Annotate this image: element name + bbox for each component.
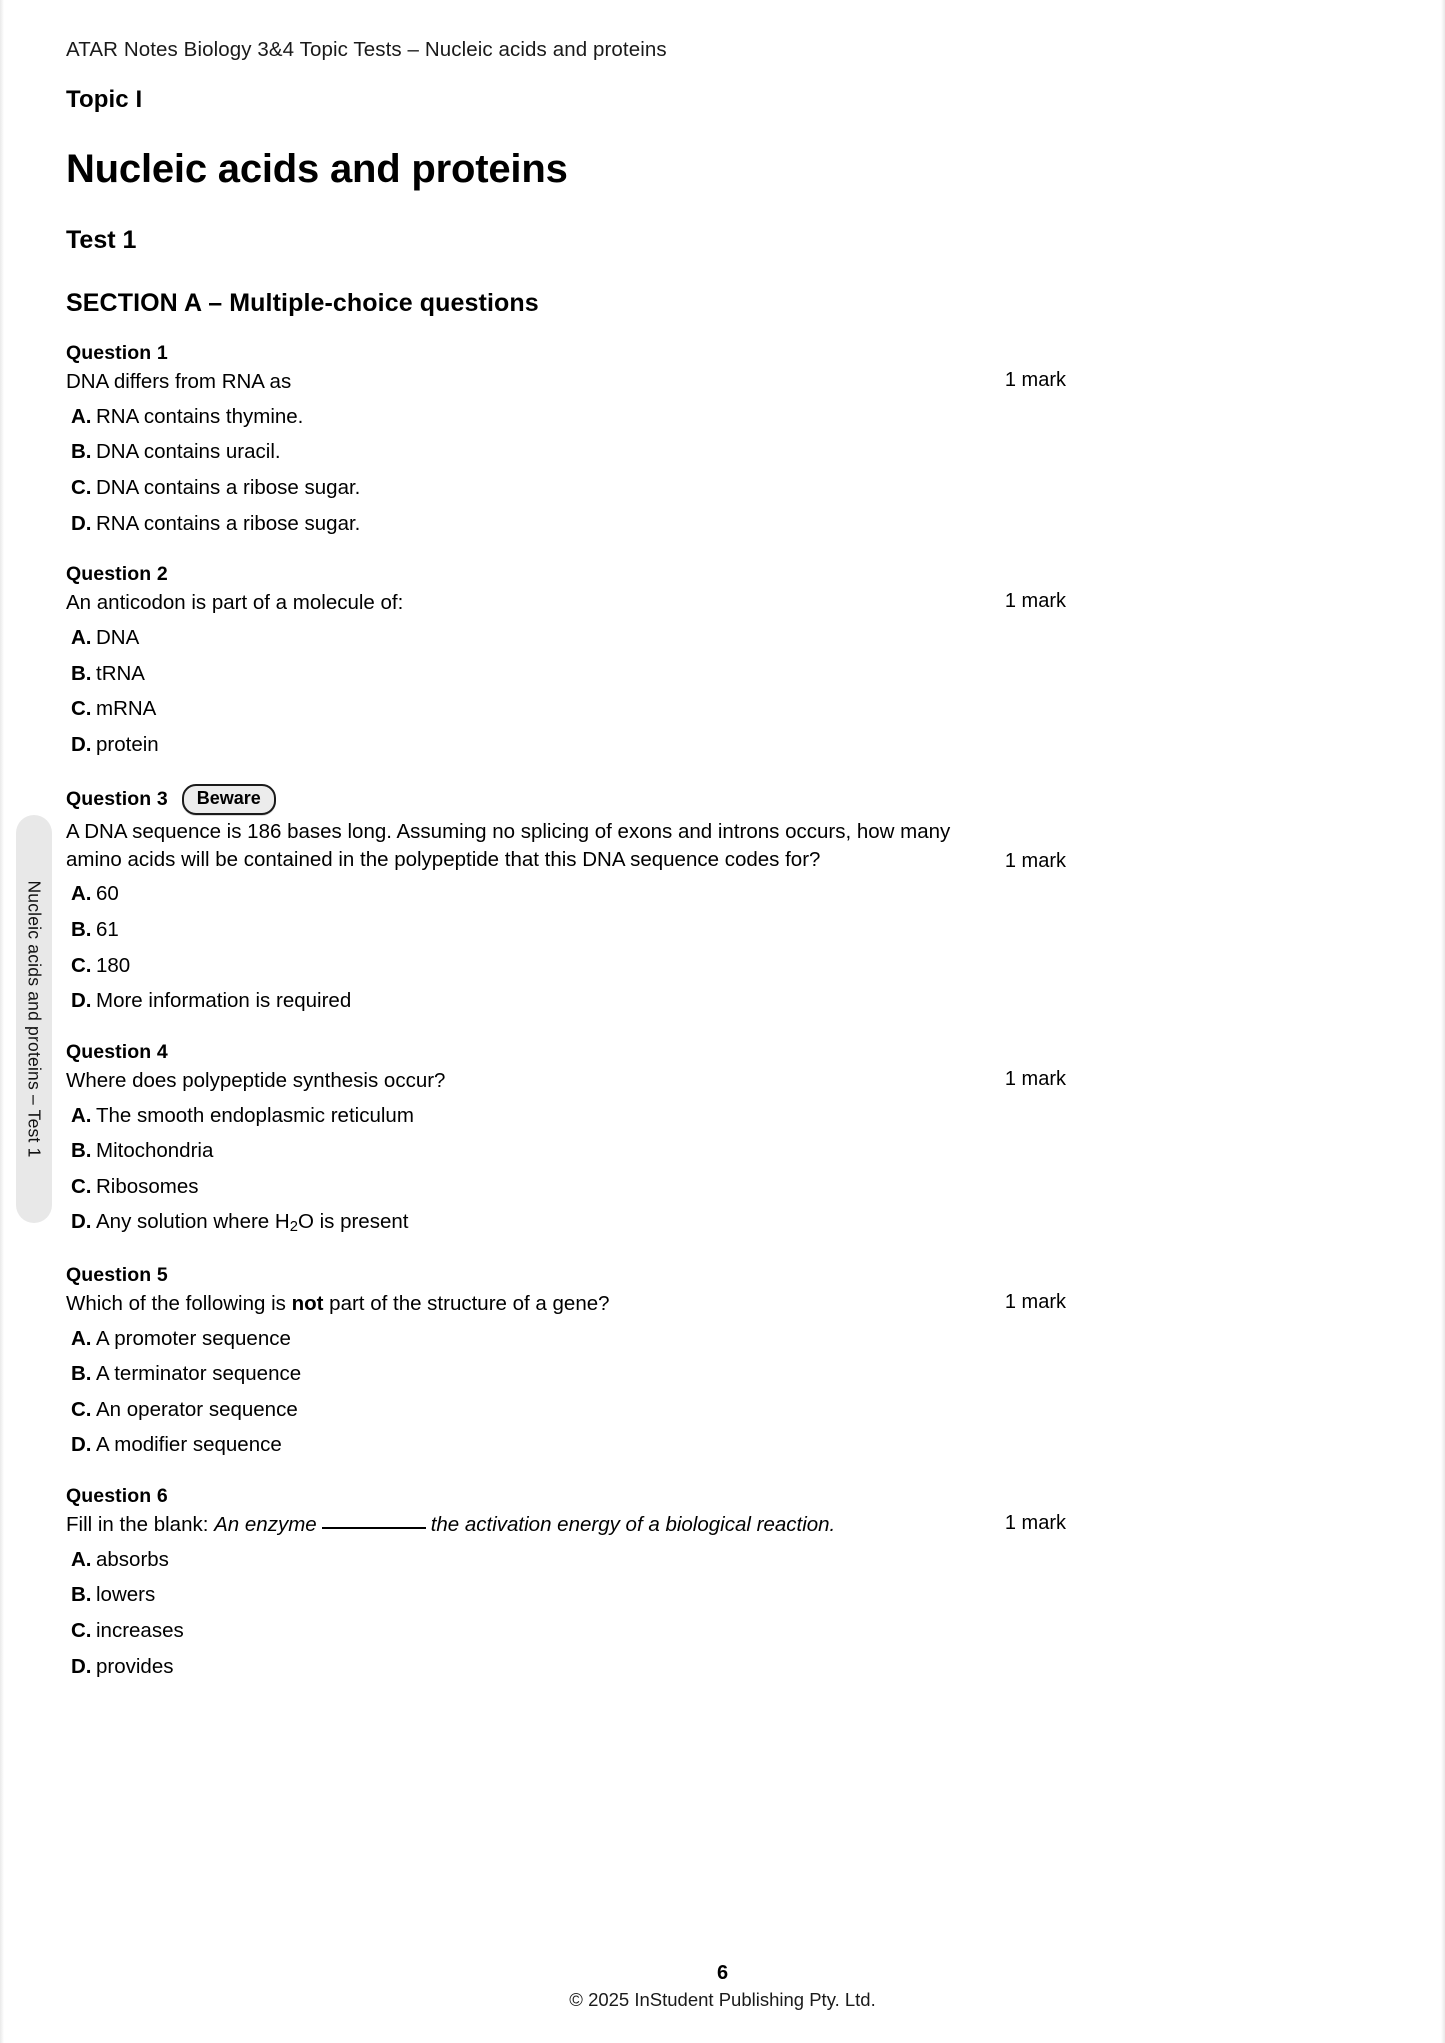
- option-letter: C.: [71, 953, 92, 977]
- stem-emphasis-not: not: [291, 1291, 324, 1315]
- option-text: 60: [96, 882, 119, 906]
- question-block: [66, 1264, 1066, 1459]
- question-block: [66, 563, 1066, 758]
- option-text: mRNA: [96, 697, 157, 721]
- question-stem: DNA differs from RNA as: [66, 370, 292, 393]
- question-stem-row: [66, 818, 1066, 873]
- option-item[interactable]: [66, 988, 1066, 1015]
- question-header: [66, 1041, 1066, 1064]
- option-letter: B.: [71, 1583, 92, 1607]
- option-letter: D.: [71, 989, 92, 1013]
- page-number: 6: [716, 1962, 729, 1984]
- question-stem-line-2: will be contained in the polypeptide that this DNA sequence codes for?: [181, 847, 821, 871]
- option-item[interactable]: [66, 1654, 1066, 1681]
- option-item[interactable]: [66, 696, 1066, 723]
- option-letter: A.: [71, 1326, 92, 1350]
- option-letter: D.: [71, 511, 92, 535]
- option-text: Mitochondria: [96, 1139, 214, 1163]
- side-tab: [16, 815, 52, 1223]
- option-item[interactable]: [66, 917, 1066, 944]
- option-text: protein: [96, 732, 159, 756]
- question-number: Question 3: [66, 788, 168, 811]
- question-number: Question 4: [66, 1040, 168, 1063]
- option-text: RNA contains a ribose sugar.: [96, 511, 361, 535]
- test-label: Test 1: [66, 226, 137, 254]
- blank-rule: [322, 1527, 426, 1529]
- stem-italic-second: the activation energy of a biological reaction.: [430, 1513, 836, 1537]
- question-block: [66, 784, 1066, 1014]
- option-item[interactable]: [66, 1547, 1066, 1574]
- option-item[interactable]: [66, 1138, 1066, 1165]
- option-text: 180: [96, 953, 131, 977]
- options-list: [66, 881, 1066, 1015]
- stem-part-after: part of the structure of a gene?: [323, 1291, 610, 1315]
- option-letter: D.: [71, 732, 92, 756]
- option-item[interactable]: [66, 625, 1066, 652]
- option-text: provides: [96, 1654, 174, 1678]
- option-text: A promoter sequence: [96, 1326, 291, 1350]
- beware-badge: Beware: [182, 784, 276, 815]
- question-number: Question 2: [66, 563, 168, 586]
- question-stem-row: [66, 589, 1066, 617]
- option-text: Ribosomes: [96, 1174, 199, 1198]
- option-item[interactable]: [66, 1582, 1066, 1609]
- stem-part-before: Which of the following is: [66, 1291, 292, 1315]
- option-letter: C.: [71, 1174, 92, 1198]
- copyright-notice: © 2025 InStudent Publishing Pty. Ltd.: [569, 1989, 876, 2010]
- option-item[interactable]: [66, 1397, 1066, 1424]
- question-stem-row: [66, 1290, 1066, 1318]
- option-letter: D.: [71, 1210, 92, 1234]
- question-marks: 1 mark: [1004, 1067, 1066, 1090]
- option-letter: D.: [71, 1654, 92, 1678]
- options-list: [66, 1326, 1066, 1460]
- question-stem: Where does polypeptide synthesis occur?: [66, 1068, 446, 1092]
- option-letter: C.: [71, 1619, 92, 1643]
- option-text: RNA contains thymine.: [96, 404, 304, 428]
- option-item[interactable]: [66, 1326, 1066, 1353]
- page-footer: [0, 1962, 1445, 2011]
- topic-label: Topic I: [66, 86, 143, 113]
- question-header: [66, 784, 1066, 815]
- question-stem-row: [66, 1511, 1066, 1539]
- option-item[interactable]: [66, 1103, 1066, 1130]
- page-edge-left: [0, 0, 4, 2043]
- option-letter: C.: [71, 475, 92, 499]
- question-marks: 1 mark: [1004, 1512, 1066, 1535]
- question-marks: 1 mark: [1004, 850, 1066, 873]
- question-header: [66, 563, 1066, 586]
- option-text: More information is required: [96, 989, 352, 1013]
- question-header: [66, 1485, 1066, 1508]
- option-letter: B.: [71, 1139, 92, 1163]
- question-block: [66, 1041, 1066, 1238]
- option-item[interactable]: [66, 881, 1066, 908]
- option-text: DNA: [96, 625, 140, 649]
- option-letter: C.: [71, 1397, 92, 1421]
- page-edge-right: [1441, 0, 1445, 2043]
- option-letter: B.: [71, 661, 92, 685]
- option-item[interactable]: [66, 475, 1066, 502]
- option-text: increases: [96, 1619, 184, 1643]
- option-item[interactable]: [66, 1618, 1066, 1645]
- option-text: The smooth endoplasmic reticulum: [96, 1103, 414, 1127]
- option-letter: A.: [71, 882, 92, 906]
- option-text: A terminator sequence: [96, 1362, 302, 1386]
- question-stem-line-1: A DNA sequence is 186 bases long. Assuming no splicing of exons and introns occurs, how many amino acids: [66, 819, 951, 871]
- option-letter: B.: [71, 440, 92, 464]
- option-text: DNA contains a ribose sugar.: [96, 475, 361, 499]
- option-letter: A.: [71, 404, 92, 428]
- question-header: [66, 1264, 1066, 1287]
- stem-italic-first: An enzyme: [214, 1513, 317, 1537]
- option-item[interactable]: [66, 439, 1066, 466]
- option-text: tRNA: [96, 661, 145, 685]
- question-marks: 1 mark: [1004, 590, 1066, 613]
- running-header: ATAR Notes Biology 3&4 Topic Tests – Nucleic acids and proteins: [66, 38, 667, 61]
- page-title: Nucleic acids and proteins: [66, 147, 568, 191]
- option-item[interactable]: [66, 953, 1066, 980]
- question-block: [66, 342, 1066, 537]
- option-item[interactable]: [66, 511, 1066, 538]
- option-letter: D.: [71, 1433, 92, 1457]
- option-text-subscript: [96, 1209, 1066, 1237]
- option-letter: A.: [71, 625, 92, 649]
- question-marks: 1 mark: [1004, 1290, 1066, 1313]
- option-text-before: Any solution where H: [96, 1210, 290, 1234]
- question-stem: [66, 1290, 956, 1318]
- question-stem: [66, 818, 956, 873]
- option-item[interactable]: [66, 404, 1066, 431]
- option-text: A modifier sequence: [96, 1433, 282, 1457]
- option-item[interactable]: [66, 1361, 1066, 1388]
- side-tab-label: Nucleic acids and proteins – Test 1: [24, 880, 45, 1158]
- subscript: 2: [289, 1219, 298, 1236]
- question-stem-row: [66, 368, 1066, 396]
- option-letter: B.: [71, 1362, 92, 1386]
- option-item[interactable]: [66, 732, 1066, 759]
- question-stem-row: [66, 1067, 1066, 1095]
- option-text: An operator sequence: [96, 1397, 298, 1421]
- option-item[interactable]: [66, 1432, 1066, 1459]
- option-text: lowers: [96, 1583, 156, 1607]
- section-heading: SECTION A – Multiple-choice questions: [66, 289, 539, 317]
- question-stem: [66, 1511, 956, 1539]
- options-list: [66, 1547, 1066, 1681]
- option-letter: A.: [71, 1547, 92, 1571]
- document-content: [66, 86, 1066, 1706]
- question-number: Question 5: [66, 1263, 168, 1286]
- option-text: absorbs: [96, 1547, 169, 1571]
- option-item[interactable]: [66, 1209, 1066, 1237]
- option-letter: C.: [71, 697, 92, 721]
- option-item[interactable]: [66, 661, 1066, 688]
- option-text: 61: [96, 917, 119, 941]
- question-block: [66, 1485, 1066, 1680]
- question-number: Question 1: [66, 342, 168, 364]
- options-list: [66, 404, 1066, 538]
- options-list: [66, 625, 1066, 759]
- option-text-after: O is present: [297, 1210, 409, 1234]
- question-stem: An anticodon is part of a molecule of:: [66, 591, 404, 615]
- question-number: Question 6: [66, 1485, 168, 1508]
- option-text: DNA contains uracil.: [96, 440, 281, 464]
- option-item[interactable]: [66, 1174, 1066, 1201]
- question-marks: 1 mark: [1004, 369, 1066, 391]
- options-list: [66, 1103, 1066, 1238]
- question-header: [66, 342, 1066, 365]
- option-letter: A.: [71, 1103, 92, 1127]
- option-letter: B.: [71, 917, 92, 941]
- stem-prefix: Fill in the blank:: [66, 1513, 215, 1537]
